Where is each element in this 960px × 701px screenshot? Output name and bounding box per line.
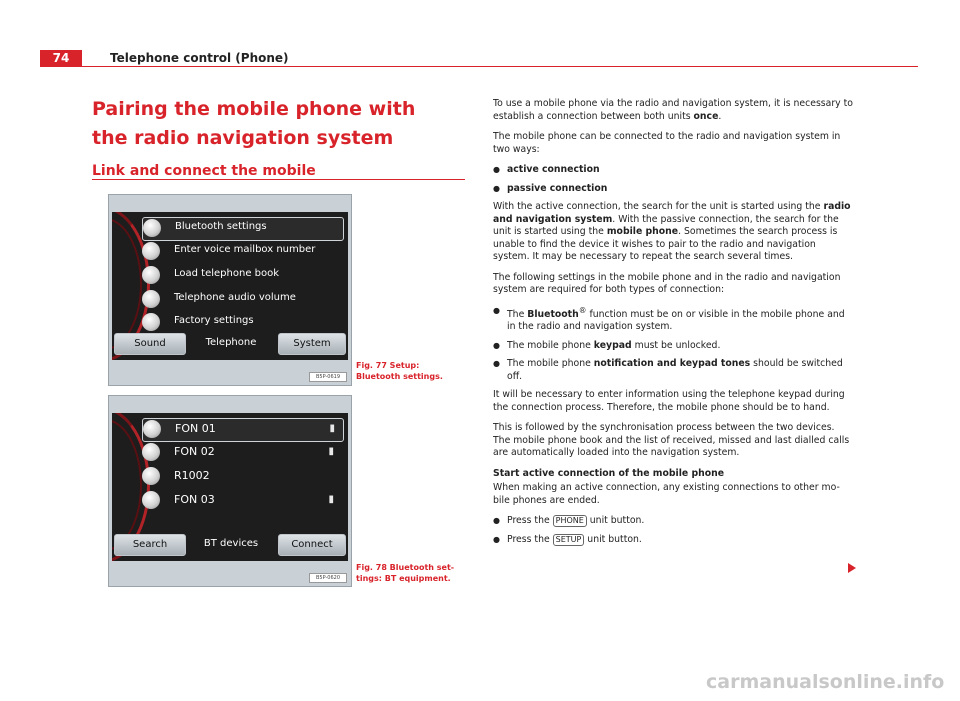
- menu-bullet-icon: [142, 290, 160, 308]
- screen-tabbar: [114, 534, 346, 556]
- paragraph: The following settings in the mobile phone and in the radio and navigation system are required for both types of connection:: [493, 271, 841, 295]
- menu-bullet-icon: [142, 242, 160, 260]
- figure-bt-devices: [108, 395, 352, 587]
- page-number: 74: [40, 50, 82, 67]
- menu-item-audio-volume[interactable]: [142, 289, 342, 311]
- menu-bullet-icon: [142, 266, 160, 284]
- device-name: FON 03: [174, 493, 215, 506]
- menu-bullet-icon: [142, 313, 160, 331]
- page-header: [40, 50, 918, 68]
- list-item: ● The Bluetooth® function must be on or visible in the mobile phone and in the radio and navigation system.: [493, 305, 853, 334]
- device-name: FON 02: [174, 445, 215, 458]
- device-item-fon01[interactable]: [142, 418, 344, 442]
- paragraph: To use a mobile phone via the radio and navigation system, it is necessary to establish a connection between both units once.: [493, 98, 853, 122]
- paragraph: This is followed by the synchronisation process between the two devices. The mobile phone book and the list of received, missed and last dialled calls are automatically loaded into the navigation system.: [493, 422, 850, 459]
- continue-arrow-icon: [848, 563, 856, 573]
- bt-devices-tab[interactable]: BT devices: [203, 538, 259, 549]
- phone-icon: ▮: [329, 423, 335, 434]
- subtitle-divider: [92, 179, 465, 180]
- phone-icon: ▮: [328, 494, 334, 505]
- menu-item-label: Load telephone book: [174, 268, 280, 279]
- menu-item-label: Factory settings: [174, 315, 254, 326]
- paragraph: It will be necessary to enter information using the telephone keypad during the connection process. Therefore, the mobile phone should be to hand.: [493, 389, 845, 413]
- figure-code: B5P-0620: [309, 573, 347, 583]
- menu-bullet-icon: [142, 443, 160, 461]
- radio-screen: [112, 413, 348, 561]
- list-item: ● Press the SETUP unit button.: [493, 534, 853, 547]
- phone-key: PHONE: [553, 515, 587, 527]
- menu-item-bluetooth-settings[interactable]: [142, 217, 344, 241]
- telephone-tab[interactable]: Telephone: [205, 337, 257, 348]
- menu-bullet-icon: [142, 467, 160, 485]
- list-item: ● Press the PHONE unit button.: [493, 515, 853, 528]
- device-item-fon03[interactable]: [142, 490, 342, 512]
- menu-item-label: Enter voice mailbox number: [174, 244, 316, 255]
- menu-item-voice-mailbox[interactable]: [142, 241, 342, 263]
- menu-bullet-icon: [143, 219, 161, 237]
- menu-item-load-phonebook[interactable]: [142, 265, 342, 287]
- list-item: ● active connection: [493, 164, 853, 177]
- watermark: carmanualsonline.info: [706, 671, 945, 693]
- paragraph: With the active connection, the search for the unit is started using the radio and navigation system. With the passive connection, the search for the unit is started using the mobile phone. Sometimes the search process is unable to find the device it wishes to pair to the radio and navigation system. It may be necessary to repeat the search several times.: [493, 201, 851, 262]
- menu-bullet-icon: [143, 420, 161, 438]
- device-name: FON 01: [175, 422, 216, 435]
- body-text: [493, 98, 853, 552]
- phone-icon: ▮: [328, 446, 334, 457]
- section-subtitle: Link and connect the mobile: [92, 163, 316, 179]
- paragraph: When making an active connection, any existing connections to other mo-bile phones are ended.: [493, 482, 840, 506]
- menu-item-label: Bluetooth settings: [175, 221, 267, 232]
- list-item: ● The mobile phone notification and keypad tones should be switched off.: [493, 358, 853, 383]
- device-name: R1002: [174, 469, 210, 482]
- menu-bullet-icon: [142, 491, 160, 509]
- device-item-r1002[interactable]: [142, 466, 342, 488]
- figure-77-caption: Fig. 77 Setup: Bluetooth settings.: [356, 361, 443, 381]
- screen-tabbar: [114, 333, 346, 355]
- figure-code: B5P-0619: [309, 372, 347, 382]
- figure-78-caption: Fig. 78 Bluetooth set-tings: BT equipment.: [356, 563, 455, 583]
- figure-bluetooth-settings: [108, 194, 352, 386]
- search-button[interactable]: Search: [114, 534, 186, 556]
- radio-screen: [112, 212, 348, 360]
- setup-key: SETUP: [553, 534, 585, 546]
- device-item-fon02[interactable]: [142, 442, 342, 464]
- section-title: Pairing the mobile phone with the radio navigation system: [92, 98, 416, 149]
- menu-item-label: Telephone audio volume: [174, 292, 296, 303]
- subheading: Start active connection of the mobile phone: [493, 467, 725, 479]
- sound-button[interactable]: Sound: [114, 333, 186, 355]
- header-divider: [40, 66, 918, 67]
- connect-button[interactable]: Connect: [278, 534, 346, 556]
- list-item: ● The mobile phone keypad must be unlocked.: [493, 340, 853, 353]
- menu-item-factory-settings[interactable]: [142, 312, 342, 334]
- system-button[interactable]: System: [278, 333, 346, 355]
- paragraph: The mobile phone can be connected to the radio and navigation system in two ways:: [493, 131, 841, 155]
- list-item: ● passive connection: [493, 183, 853, 196]
- chapter-title: Telephone control (Phone): [110, 51, 289, 65]
